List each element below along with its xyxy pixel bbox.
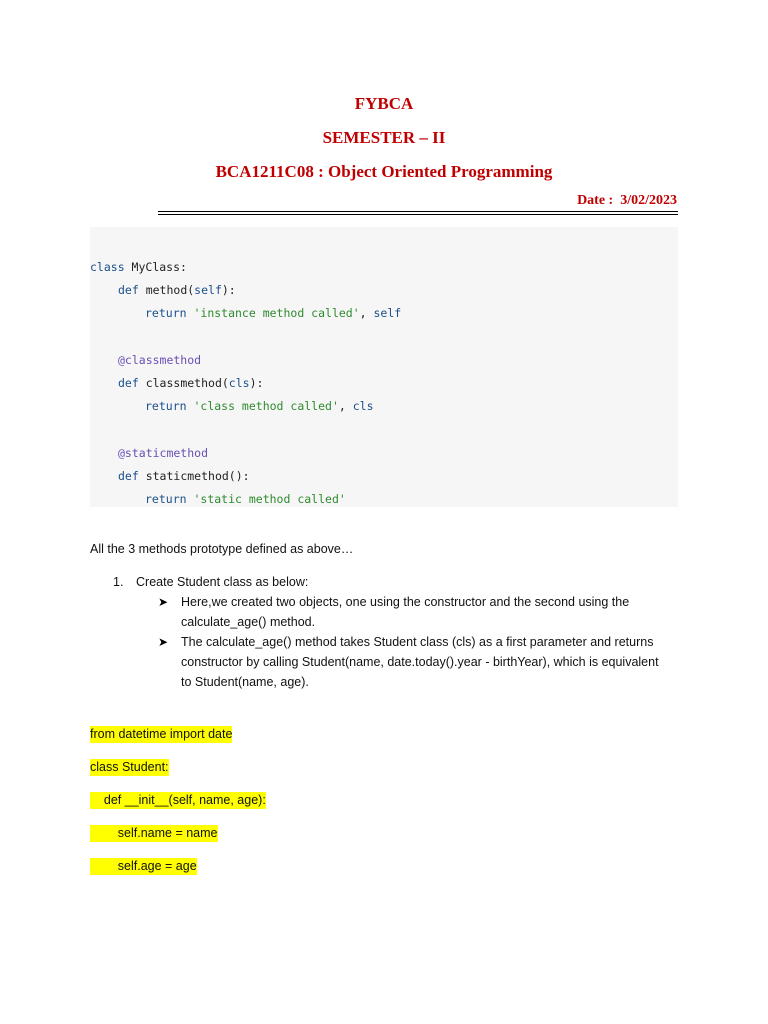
- code-line: return 'instance method called', self: [145, 306, 402, 320]
- highlighted-code-line: self.name = name: [90, 826, 218, 840]
- arrow-bullet-icon: ➤: [158, 595, 169, 609]
- code-line: return 'class method called', cls: [145, 399, 374, 413]
- code-line: @staticmethod: [118, 446, 209, 460]
- code-line: def classmethod(cls):: [118, 376, 264, 390]
- highlighted-code-line: self.age = age: [90, 859, 197, 873]
- date-label: Date : 3/02/2023: [577, 193, 677, 208]
- bullet-text: constructor by calling Student(name, date.today().year - birthYear), which is equivalent: [181, 655, 659, 669]
- bullet-text: The calculate_age() method takes Student class (cls) as a first parameter and returns: [181, 635, 654, 649]
- code-line: @classmethod: [118, 353, 202, 367]
- code-block: [90, 227, 678, 507]
- subject-title: BCA1211C08 : Object Oriented Programming: [215, 162, 553, 181]
- bullet-text: to Student(name, age).: [181, 675, 309, 689]
- code-line: def staticmethod():: [118, 469, 250, 483]
- bullet-text: calculate_age() method.: [181, 615, 316, 629]
- intro-text: All the 3 methods prototype defined as above…: [90, 542, 354, 556]
- header-divider-top: [158, 211, 678, 212]
- header-divider-bottom: [158, 214, 678, 215]
- highlighted-code-line: class Student:: [90, 760, 169, 774]
- list-item-text: Create Student class as below:: [136, 575, 309, 589]
- highlighted-code-line: from datetime import date: [90, 727, 233, 741]
- course-title: FYBCA: [354, 94, 414, 113]
- code-line: class MyClass:: [90, 260, 187, 274]
- highlighted-code-line: def __init__(self, name, age):: [90, 793, 266, 807]
- semester-title: SEMESTER – II: [322, 128, 446, 147]
- bullet-text: Here,we created two objects, one using the constructor and the second using the: [181, 595, 630, 609]
- code-line: def method(self):: [118, 283, 236, 297]
- code-line: return 'static method called': [145, 492, 346, 506]
- list-number: 1.: [113, 575, 124, 589]
- arrow-bullet-icon: ➤: [158, 635, 169, 649]
